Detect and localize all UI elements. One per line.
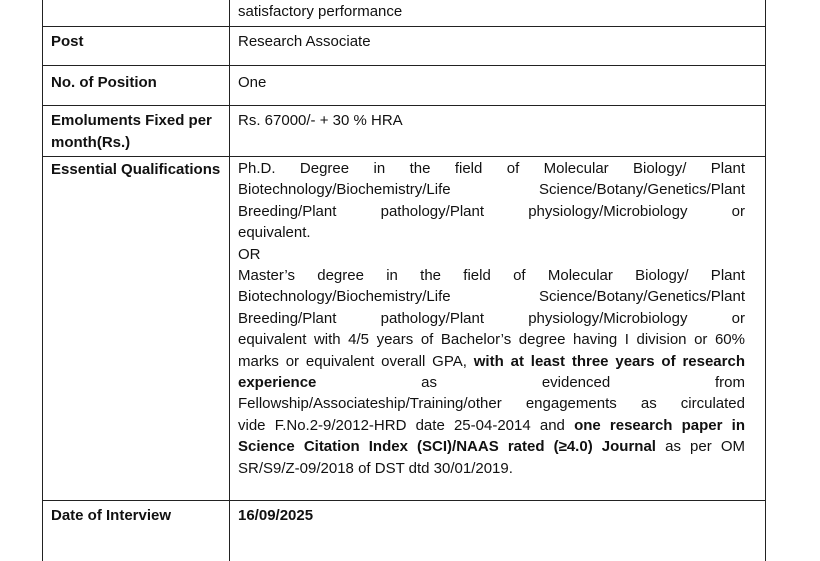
text-part-bold: Science Citation Index (SCI)/NAAS rated (≥4.0) Journal	[238, 438, 656, 456]
row-value: 16/09/2025	[238, 507, 314, 524]
row-label	[43, 0, 230, 26]
text-line: SR/S9/Z-09/2018 of DST dtd 30/01/2019.	[238, 459, 513, 477]
text-part: as evidenced from	[316, 374, 745, 392]
row-value: Rs. 67000/- + 30 % HRA	[238, 112, 403, 129]
text-line: OR	[238, 245, 261, 263]
row-value: Research Associate	[238, 33, 371, 50]
text-part: as per OM	[655, 438, 746, 456]
text-line	[238, 372, 745, 393]
text-line: equivalent with 4/5 years of Bachelor’s degree having I division or 60%	[238, 331, 745, 349]
text-line	[238, 436, 745, 457]
text-line: Biotechnology/Biochemistry/Life Science/Botany/Genetics/Plant	[238, 288, 745, 306]
row-value: One	[238, 74, 267, 91]
qualifications-text	[230, 157, 765, 500]
table-row	[43, 157, 765, 501]
row-label: Emoluments Fixed per month(Rs.)	[43, 106, 230, 156]
text-line: Breeding/Plant pathology/Plant physiology/Microbiology or	[238, 309, 745, 327]
text-part-bold: one research paper in	[574, 416, 745, 434]
text-part-bold: with at least three years of research	[473, 352, 745, 370]
row-label: No. of Position	[43, 66, 230, 105]
text-line: Biotechnology/Biochemistry/Life Science/Botany/Genetics/Plant	[238, 181, 745, 199]
row-value: satisfactory performance	[238, 3, 403, 20]
row-label: Essential Qualifications	[43, 157, 230, 500]
table-row	[43, 501, 765, 561]
table-row	[43, 106, 765, 157]
text-line	[238, 351, 745, 372]
text-line: Master’s degree in the field of Molecular Biology/ Plant	[238, 267, 745, 285]
text-line: equivalent.	[238, 224, 311, 242]
text-line: Ph.D. Degree in the field of Molecular Biology/ Plant	[238, 160, 745, 177]
text-line: Fellowship/Associateship/Training/other engagements as circulated	[238, 395, 745, 413]
text-part-bold: experience	[238, 374, 317, 392]
recruitment-table	[42, 0, 766, 561]
text-line: Breeding/Plant pathology/Plant physiology/Microbiology or	[238, 202, 745, 220]
table-row	[43, 27, 765, 66]
text-part: marks or equivalent overall GPA,	[238, 352, 474, 370]
row-label: Post	[43, 27, 230, 65]
row-label: Date of Interview	[43, 501, 230, 561]
text-part: vide F.No.2-9/2012-HRD date 25-04-2014 and	[238, 416, 575, 434]
table-row	[43, 66, 765, 106]
text-line	[238, 415, 745, 436]
table-row	[43, 0, 765, 27]
